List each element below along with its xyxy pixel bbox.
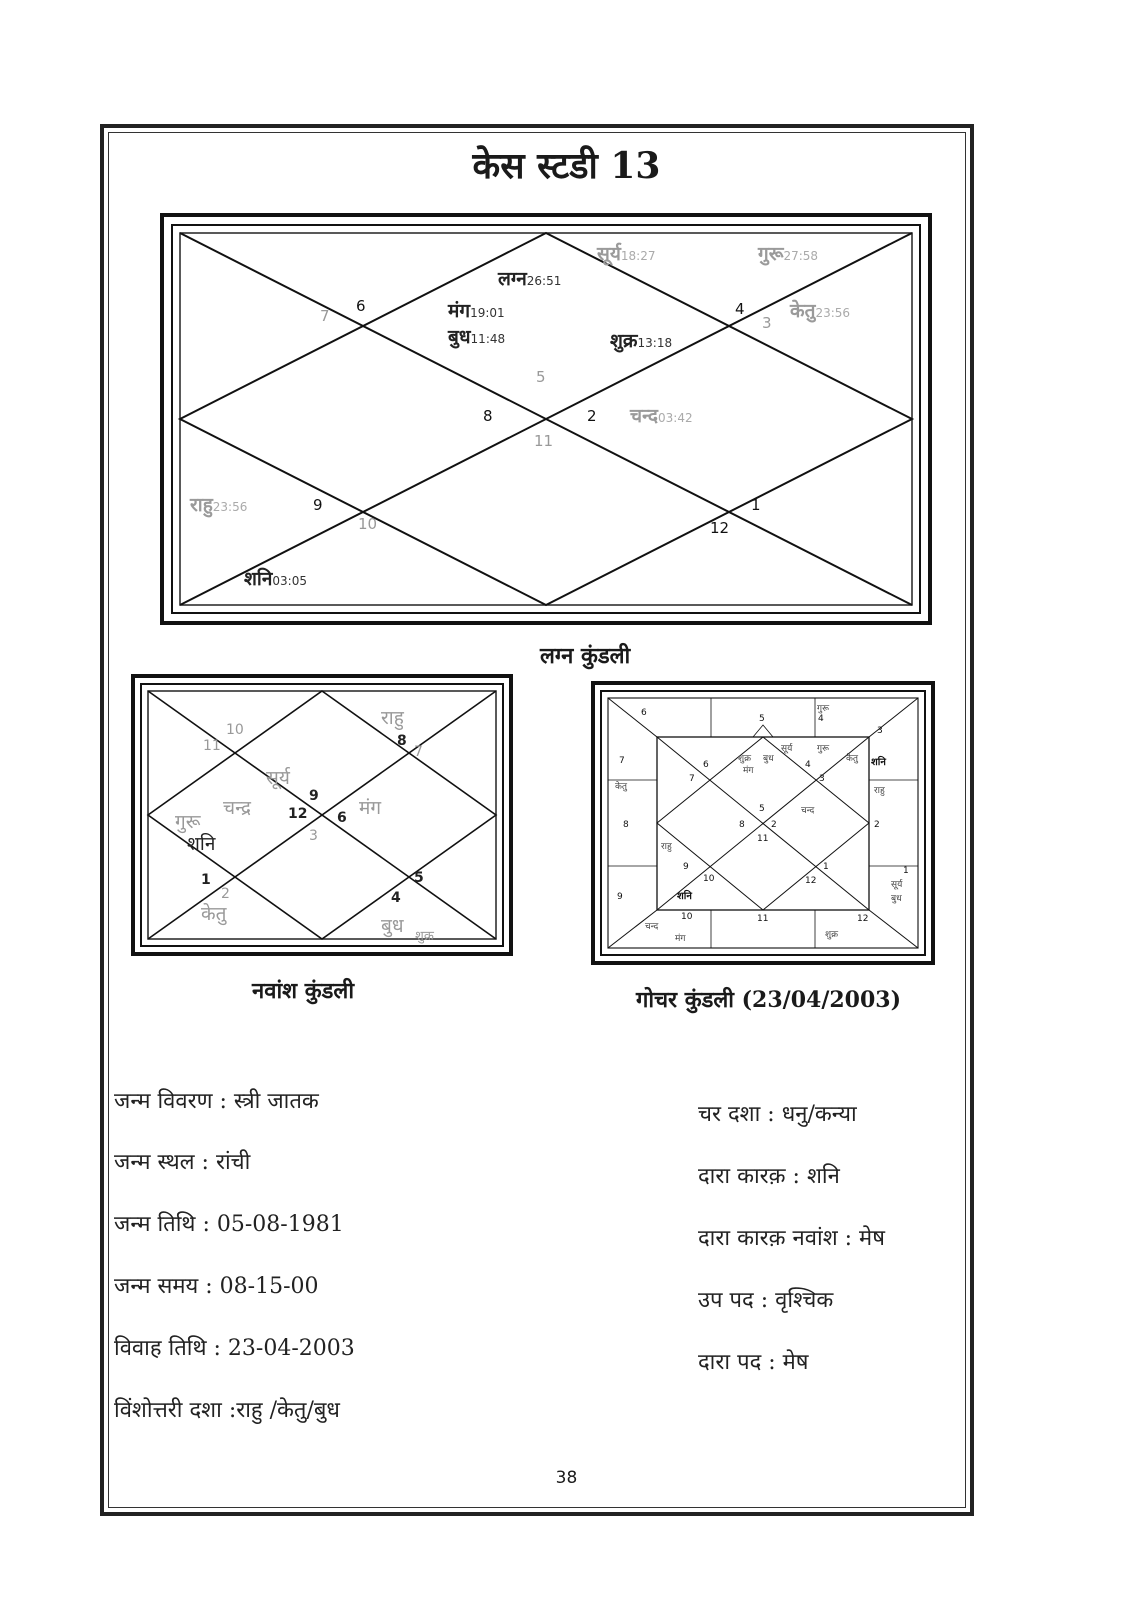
gochar-planet-guru-inner: गुरू [817, 744, 830, 754]
navamsha-house-3: 3 [309, 828, 318, 844]
navamsha-planet-chandra: चन्द्र [223, 797, 252, 819]
navamsha-planet-rahu: राहु [381, 707, 404, 729]
birth-details: जन्म विवरण : स्त्री जातक [114, 1089, 319, 1114]
gochar-planet-surya-inner: सूर्य [781, 744, 793, 754]
gochar-inner-house-9: 9 [683, 862, 689, 872]
gochar-outer-house-6: 6 [641, 708, 647, 718]
navamsha-planet-surya: सूर्य [266, 767, 290, 789]
lagna-planet-shani: शनि03:05 [244, 568, 307, 590]
gochar-planet-guru-outer: गुरू [817, 704, 830, 714]
navamsha-planet-guru: गुरू [175, 811, 201, 833]
gochar-outer-house-10: 10 [681, 912, 693, 922]
gochar-planet-budh-inner: बुध [763, 754, 774, 764]
vimshottari-dasha: विंशोत्तरी दशा :राहु /केतु/बुध [114, 1398, 340, 1423]
lagna-planet-chandra: चन्द03:42 [630, 405, 693, 427]
gochar-inner-house-12: 12 [805, 876, 817, 886]
lagna-house-8: 8 [483, 407, 493, 425]
gochar-planet-shani-outer: शनि [871, 757, 886, 768]
gochar-planet-chandra-outer: चन्द [645, 922, 659, 932]
gochar-outer-house-7: 7 [619, 756, 625, 766]
lagna-house-9: 9 [313, 496, 323, 514]
lagna-house-11: 11 [534, 432, 554, 450]
gochar-planet-shukra-inner: शुक्र [738, 754, 752, 764]
lagna-house-5: 5 [536, 368, 546, 386]
navamsha-chart-caption: नवांश कुंडली [252, 978, 355, 1004]
gochar-planet-shani-inner: शनि [677, 891, 692, 902]
navamsha-house-8: 8 [397, 733, 407, 749]
lagna-planet-guru: गुरू27:58 [758, 243, 819, 265]
gochar-planet-mangal-outer: मंग [675, 934, 686, 944]
navamsha-house-9: 9 [309, 788, 319, 804]
gochar-outer-house-4: 4 [818, 714, 824, 724]
lagna-planet-lagna: लग्न26:51 [498, 268, 562, 290]
gochar-outer-house-8: 8 [623, 820, 629, 830]
gochar-inner-house-10: 10 [703, 874, 715, 884]
lagna-planet-rahu: राहु23:56 [190, 494, 248, 516]
gochar-inner-house-1: 1 [823, 862, 829, 872]
navamsha-planet-shani: शनि [187, 833, 216, 855]
gochar-outer-house-1: 1 [903, 866, 909, 876]
lagna-house-1: 1 [751, 496, 761, 514]
up-pad: उप पद : वृश्चिक [698, 1288, 834, 1313]
lagna-house-2: 2 [587, 407, 597, 425]
dara-karak: दारा कारक़ : शनि [698, 1164, 840, 1189]
gochar-planet-rahu-outer: राहु [874, 786, 885, 796]
lagna-chart-caption: लग्न कुंडली [540, 643, 631, 669]
gochar-planet-shukra-outer: शुक्र [825, 930, 839, 940]
navamsha-house-7: 7 [414, 744, 423, 760]
gochar-planet-mangal-inner: मंग [743, 766, 754, 776]
birth-date: जन्म तिथि : 05-08-1981 [114, 1212, 344, 1237]
gochar-inner-house-3: 3 [819, 774, 825, 784]
lagna-house-6: 6 [356, 297, 366, 315]
gochar-inner-house-5: 5 [759, 804, 765, 814]
navamsha-house-2: 2 [221, 886, 230, 902]
navamsha-house-11: 11 [203, 738, 221, 754]
lagna-chart [160, 213, 932, 625]
gochar-inner-house-6: 6 [703, 760, 709, 770]
gochar-inner-house-4: 4 [805, 760, 811, 770]
lagna-house-3: 3 [762, 314, 772, 332]
gochar-outer-house-9: 9 [617, 892, 623, 902]
dara-karak-navamsha: दारा कारक़ नवांश : मेष [698, 1226, 885, 1251]
char-dasha: चर दशा : धनु/कन्या [698, 1102, 857, 1127]
gochar-inner-house-7: 7 [689, 774, 695, 784]
gochar-outer-house-11: 11 [757, 914, 769, 924]
lagna-planet-budh: बुध11:48 [448, 326, 506, 348]
lagna-house-4: 4 [735, 300, 745, 318]
gochar-inner-house-2: 2 [771, 820, 777, 830]
lagna-house-10: 10 [358, 515, 378, 533]
navamsha-house-6: 6 [337, 810, 347, 826]
gochar-inner-house-11: 11 [757, 834, 769, 844]
gochar-planet-rahu-inner: राहु [661, 842, 672, 852]
gochar-outer-house-2: 2 [874, 820, 880, 830]
navamsha-planet-ketu: केतु [201, 903, 227, 925]
lagna-planet-surya: सूर्य18:27 [597, 243, 656, 265]
navamsha-planet-mangal: मंग [359, 797, 382, 819]
gochar-outer-house-12: 12 [857, 914, 869, 924]
lagna-house-7: 7 [320, 307, 330, 325]
gochar-planet-ketu-inner: केतु [846, 754, 859, 764]
gochar-outer-house-5: 5 [759, 714, 765, 724]
navamsha-house-1: 1 [201, 872, 211, 888]
navamsha-house-10: 10 [226, 722, 244, 738]
birth-place: जन्म स्थल : रांची [114, 1150, 251, 1175]
gochar-planet-ketu-outer: केतु [615, 782, 628, 792]
lagna-house-12: 12 [710, 519, 730, 537]
navamsha-chart [131, 674, 513, 956]
gochar-inner-house-8: 8 [739, 820, 745, 830]
birth-time: जन्म समय : 08-15-00 [114, 1274, 319, 1299]
page-title: केस स्टडी 13 [472, 145, 661, 187]
navamsha-house-4: 4 [391, 890, 401, 906]
gochar-planet-budh-outer: बुध [891, 894, 902, 904]
lagna-planet-mangal: मंग19:01 [448, 300, 505, 322]
lagna-planet-ketu: केतु23:56 [790, 300, 851, 322]
lagna-planet-shukra: शुक्र13:18 [610, 330, 673, 352]
navamsha-house-12: 12 [288, 806, 308, 822]
dara-pad: दारा पद : मेष [698, 1350, 809, 1375]
page-number: 38 [555, 1468, 578, 1488]
gochar-chart-caption: गोचर कुंडली (23/04/2003) [636, 987, 902, 1013]
navamsha-house-5: 5 [414, 870, 424, 886]
gochar-outer-house-3: 3 [877, 726, 883, 736]
gochar-chart [591, 681, 935, 965]
navamsha-planet-shukra: शुक्र [415, 929, 434, 944]
marriage-date: विवाह तिथि : 23-04-2003 [114, 1336, 355, 1361]
navamsha-planet-budh: बुध [381, 915, 404, 937]
gochar-planet-chandra-inner: चन्द [801, 806, 815, 816]
gochar-planet-surya-outer: सूर्य [891, 880, 903, 890]
